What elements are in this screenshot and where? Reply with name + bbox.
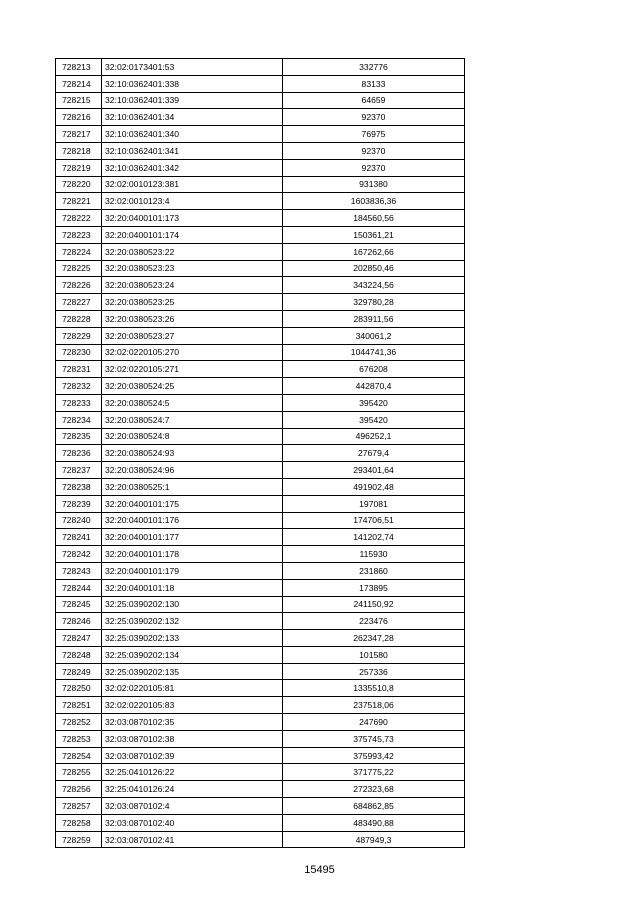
value-cell: 92370: [283, 159, 465, 176]
cadastral-number-cell: 32:25:0410126:24: [102, 781, 283, 798]
value-cell: 1335510,8: [283, 680, 465, 697]
cadastral-number-cell: 32:20:0400101:177: [102, 529, 283, 546]
row-id-cell: 728257: [56, 798, 102, 815]
value-cell: 141202,74: [283, 529, 465, 546]
cadastral-number-cell: 32:02:0173401:53: [102, 59, 283, 76]
table-row: [56, 680, 465, 697]
cadastral-number-cell: 32:20:0400101:18: [102, 579, 283, 596]
table-row: [56, 798, 465, 815]
table-row: [56, 226, 465, 243]
row-id-cell: 728225: [56, 260, 102, 277]
cadastral-number-cell: 32:20:0380523:25: [102, 294, 283, 311]
cadastral-number-cell: 32:25:0390202:135: [102, 663, 283, 680]
cadastral-number-cell: 32:20:0380524:7: [102, 411, 283, 428]
value-cell: 272323,68: [283, 781, 465, 798]
table-row: [56, 428, 465, 445]
cadastral-number-cell: 32:20:0400101:176: [102, 512, 283, 529]
value-cell: 676208: [283, 361, 465, 378]
table-row: [56, 210, 465, 227]
table-row: [56, 546, 465, 563]
table-row: [56, 445, 465, 462]
value-cell: 332776: [283, 59, 465, 76]
cadastral-number-cell: 32:20:0380524:8: [102, 428, 283, 445]
row-id-cell: 728231: [56, 361, 102, 378]
row-id-cell: 728241: [56, 529, 102, 546]
row-id-cell: 728218: [56, 142, 102, 159]
value-cell: 931380: [283, 176, 465, 193]
value-cell: 27679,4: [283, 445, 465, 462]
value-cell: 491902,48: [283, 478, 465, 495]
table-row: [56, 344, 465, 361]
cadastral-number-cell: 32:03:0870102:4: [102, 798, 283, 815]
row-id-cell: 728236: [56, 445, 102, 462]
table-row: [56, 562, 465, 579]
row-id-cell: 728213: [56, 59, 102, 76]
value-cell: 343224,56: [283, 277, 465, 294]
row-id-cell: 728247: [56, 630, 102, 647]
row-id-cell: 728228: [56, 310, 102, 327]
row-id-cell: 728250: [56, 680, 102, 697]
cadastral-number-cell: 32:20:0400101:174: [102, 226, 283, 243]
row-id-cell: 728254: [56, 747, 102, 764]
value-cell: 395420: [283, 411, 465, 428]
cadastral-number-cell: 32:03:0870102:35: [102, 714, 283, 731]
row-id-cell: 728240: [56, 512, 102, 529]
cadastral-number-cell: 32:10:0362401:339: [102, 92, 283, 109]
table-row: [56, 126, 465, 143]
cadastral-number-cell: 32:02:0220105:83: [102, 697, 283, 714]
value-cell: 1044741,36: [283, 344, 465, 361]
cadastral-number-cell: 32:20:0400101:175: [102, 495, 283, 512]
cadastral-number-cell: 32:25:0390202:130: [102, 596, 283, 613]
row-id-cell: 728237: [56, 462, 102, 479]
cadastral-number-cell: 32:20:0380523:26: [102, 310, 283, 327]
table-row: [56, 277, 465, 294]
row-id-cell: 728246: [56, 613, 102, 630]
value-cell: 150361,21: [283, 226, 465, 243]
table-row: [56, 529, 465, 546]
cadastral-number-cell: 32:25:0410126:22: [102, 764, 283, 781]
table-row: [56, 243, 465, 260]
row-id-cell: 728221: [56, 193, 102, 210]
value-cell: 101580: [283, 646, 465, 663]
table-row: [56, 478, 465, 495]
cadastral-number-cell: 32:20:0380524:5: [102, 394, 283, 411]
row-id-cell: 728230: [56, 344, 102, 361]
page-number: 15495: [304, 864, 335, 876]
table-row: [56, 596, 465, 613]
row-id-cell: 728256: [56, 781, 102, 798]
value-cell: 223476: [283, 613, 465, 630]
row-id-cell: 728222: [56, 210, 102, 227]
value-cell: 293401,64: [283, 462, 465, 479]
table-row: [56, 512, 465, 529]
row-id-cell: 728252: [56, 714, 102, 731]
value-cell: 487949,3: [283, 831, 465, 848]
row-id-cell: 728215: [56, 92, 102, 109]
row-id-cell: 728235: [56, 428, 102, 445]
row-id-cell: 728220: [56, 176, 102, 193]
value-cell: 92370: [283, 109, 465, 126]
table-row: [56, 814, 465, 831]
table-row: [56, 462, 465, 479]
value-cell: 76975: [283, 126, 465, 143]
row-id-cell: 728242: [56, 546, 102, 563]
value-cell: 83133: [283, 75, 465, 92]
row-id-cell: 728234: [56, 411, 102, 428]
cadastral-number-cell: 32:20:0380524:25: [102, 378, 283, 395]
table-row: [56, 411, 465, 428]
value-cell: 283911,56: [283, 310, 465, 327]
value-cell: 167262,66: [283, 243, 465, 260]
cadastral-number-cell: 32:20:0380523:22: [102, 243, 283, 260]
row-id-cell: 728226: [56, 277, 102, 294]
table-row: [56, 646, 465, 663]
row-id-cell: 728259: [56, 831, 102, 848]
row-id-cell: 728227: [56, 294, 102, 311]
cadastral-number-cell: 32:20:0380523:24: [102, 277, 283, 294]
row-id-cell: 728219: [56, 159, 102, 176]
table-row: [56, 310, 465, 327]
cadastral-number-cell: 32:10:0362401:34: [102, 109, 283, 126]
cadastral-number-cell: 32:25:0390202:134: [102, 646, 283, 663]
value-cell: 173895: [283, 579, 465, 596]
cadastral-number-cell: 32:10:0362401:338: [102, 75, 283, 92]
value-cell: 1603836,36: [283, 193, 465, 210]
cadastral-number-cell: 32:02:0010123:4: [102, 193, 283, 210]
table-row: [56, 579, 465, 596]
value-cell: 197081: [283, 495, 465, 512]
table-row: [56, 361, 465, 378]
row-id-cell: 728245: [56, 596, 102, 613]
value-cell: 184560,56: [283, 210, 465, 227]
cadastral-number-cell: 32:25:0390202:133: [102, 630, 283, 647]
table-row: [56, 142, 465, 159]
table-body: [56, 59, 465, 848]
value-cell: 483490,88: [283, 814, 465, 831]
value-cell: 496252,1: [283, 428, 465, 445]
cadastral-number-cell: 32:02:0220105:81: [102, 680, 283, 697]
cadastral-number-cell: 32:20:0400101:179: [102, 562, 283, 579]
cadastral-number-cell: 32:20:0400101:178: [102, 546, 283, 563]
row-id-cell: 728251: [56, 697, 102, 714]
table-row: [56, 378, 465, 395]
value-cell: 247690: [283, 714, 465, 731]
row-id-cell: 728244: [56, 579, 102, 596]
cadastral-number-cell: 32:25:0390202:132: [102, 613, 283, 630]
value-cell: 442870,4: [283, 378, 465, 395]
table-row: [56, 260, 465, 277]
row-id-cell: 728223: [56, 226, 102, 243]
cadastral-number-cell: 32:03:0870102:41: [102, 831, 283, 848]
table-row: [56, 663, 465, 680]
table-row: [56, 394, 465, 411]
cadastral-number-cell: 32:10:0362401:342: [102, 159, 283, 176]
row-id-cell: 728214: [56, 75, 102, 92]
table-row: [56, 193, 465, 210]
row-id-cell: 728243: [56, 562, 102, 579]
row-id-cell: 728229: [56, 327, 102, 344]
table-row: [56, 176, 465, 193]
cadastral-number-cell: 32:20:0380524:93: [102, 445, 283, 462]
table-row: [56, 747, 465, 764]
value-cell: 329780,28: [283, 294, 465, 311]
table-row: [56, 159, 465, 176]
row-id-cell: 728255: [56, 764, 102, 781]
value-cell: 64659: [283, 92, 465, 109]
row-id-cell: 728253: [56, 730, 102, 747]
table-row: [56, 714, 465, 731]
value-cell: 375993,42: [283, 747, 465, 764]
value-cell: 375745,73: [283, 730, 465, 747]
cadastral-number-cell: 32:20:0380523:27: [102, 327, 283, 344]
table-row: [56, 109, 465, 126]
row-id-cell: 728232: [56, 378, 102, 395]
row-id-cell: 728248: [56, 646, 102, 663]
table-row: [56, 92, 465, 109]
row-id-cell: 728258: [56, 814, 102, 831]
table-row: [56, 630, 465, 647]
table-row: [56, 831, 465, 848]
value-cell: 174706,51: [283, 512, 465, 529]
table-row: [56, 294, 465, 311]
cadastral-number-cell: 32:10:0362401:341: [102, 142, 283, 159]
value-cell: 257336: [283, 663, 465, 680]
value-cell: 231860: [283, 562, 465, 579]
table-row: [56, 781, 465, 798]
cadastral-number-cell: 32:03:0870102:40: [102, 814, 283, 831]
row-id-cell: 728217: [56, 126, 102, 143]
value-cell: 371775,22: [283, 764, 465, 781]
table-row: [56, 730, 465, 747]
row-id-cell: 728239: [56, 495, 102, 512]
row-id-cell: 728216: [56, 109, 102, 126]
table-row: [56, 59, 465, 76]
cadastral-number-cell: 32:20:0380524:96: [102, 462, 283, 479]
table-row: [56, 327, 465, 344]
value-cell: 115930: [283, 546, 465, 563]
table-row: [56, 764, 465, 781]
table-row: [56, 697, 465, 714]
cadastral-number-cell: 32:03:0870102:39: [102, 747, 283, 764]
value-cell: 92370: [283, 142, 465, 159]
value-cell: 684862,85: [283, 798, 465, 815]
cadastral-number-cell: 32:10:0362401:340: [102, 126, 283, 143]
table-row: [56, 495, 465, 512]
row-id-cell: 728238: [56, 478, 102, 495]
cadastral-number-cell: 32:20:0380525:1: [102, 478, 283, 495]
value-cell: 241150,92: [283, 596, 465, 613]
value-cell: 202850,46: [283, 260, 465, 277]
value-cell: 237518,06: [283, 697, 465, 714]
value-cell: 340061,2: [283, 327, 465, 344]
cadastral-number-cell: 32:02:0220105:271: [102, 361, 283, 378]
row-id-cell: 728249: [56, 663, 102, 680]
row-id-cell: 728233: [56, 394, 102, 411]
table-row: [56, 613, 465, 630]
value-cell: 395420: [283, 394, 465, 411]
cadastral-number-cell: 32:02:0010123:381: [102, 176, 283, 193]
row-id-cell: 728224: [56, 243, 102, 260]
cadastral-number-cell: 32:20:0400101:173: [102, 210, 283, 227]
cadastral-number-cell: 32:02:0220105:270: [102, 344, 283, 361]
cadastral-number-cell: 32:03:0870102:38: [102, 730, 283, 747]
value-cell: 262347,28: [283, 630, 465, 647]
cadastral-number-cell: 32:20:0380523:23: [102, 260, 283, 277]
table-row: [56, 75, 465, 92]
data-table: [55, 58, 465, 848]
